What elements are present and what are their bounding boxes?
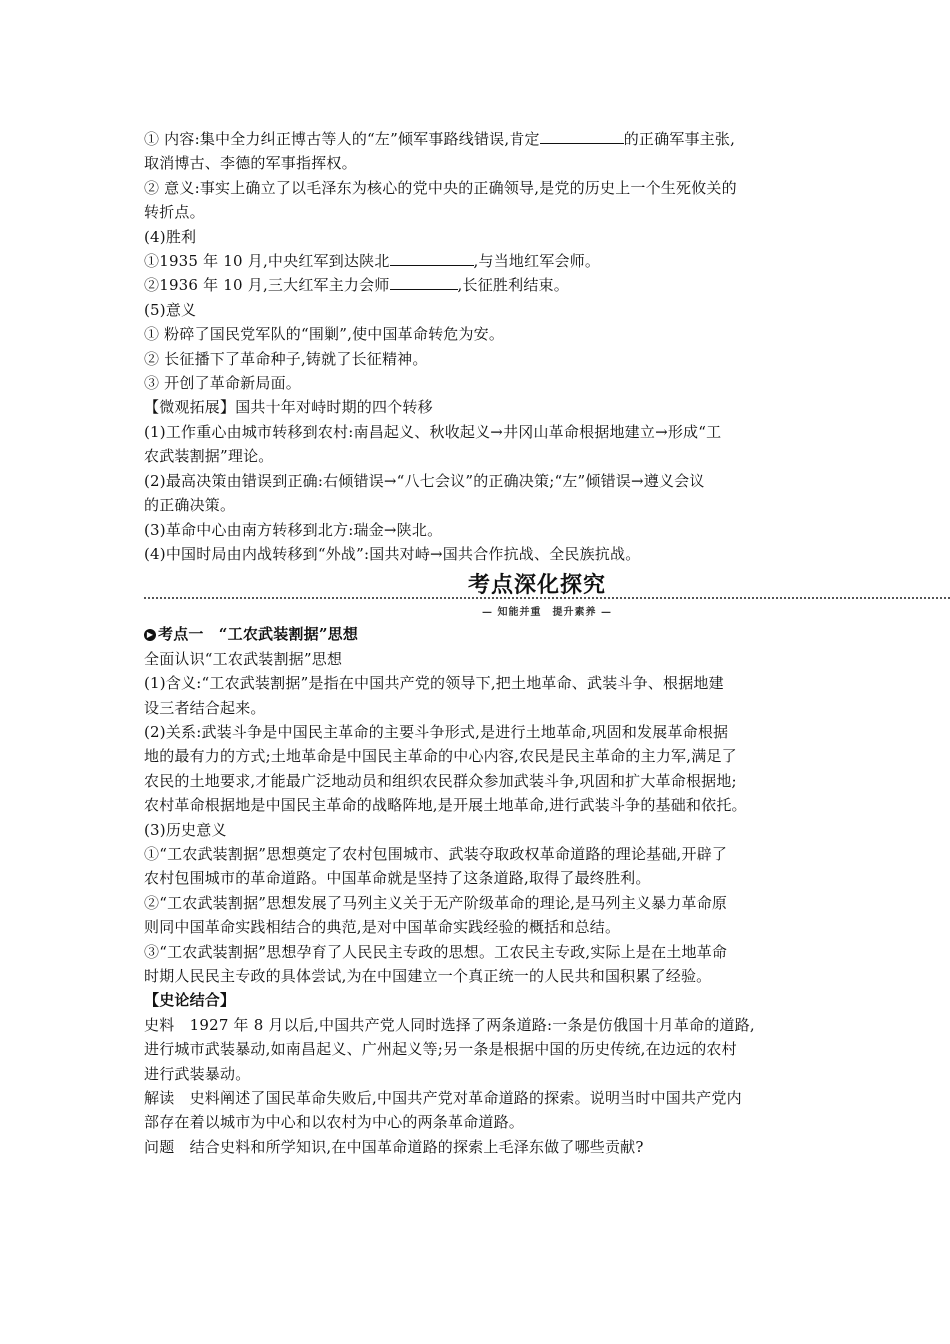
text-line: ② 长征播下了革命种子,铸就了长征精神。 [144, 349, 428, 368]
text-line: 的正确决策。 [144, 496, 236, 515]
topic-heading: ▶ 考点一 “工农武装割据”思想 [144, 622, 814, 646]
text-line: (2)关系:武装斗争是中国民主革命的主要斗争形式,是进行土地革命,巩固和发展革命根据 [144, 722, 729, 741]
text-line: 取消博古、李德的军事指挥权。 [144, 154, 357, 173]
document-body [144, 127, 814, 1159]
text-line: 设三者结合起来。 [144, 698, 266, 717]
text-line: ③ 开创了革命新局面。 [144, 374, 301, 393]
dotted-divider [144, 597, 950, 599]
text-line: 农民的土地要求,才能最广泛地动员和组织农民群众参加武装斗争,巩固和扩大革命根据地; [144, 771, 737, 790]
text-line: 农村革命根据地是中国民主革命的战略阵地,是开展土地革命,进行武装斗争的基础和依托。 [144, 796, 747, 815]
text-line: ②“工农武装割据”思想发展了马列主义关于无产阶级革命的理论,是马列主义暴力革命原 [144, 893, 728, 912]
text-line: ②1936 年 10 月,三大红军主力会师 ,长征胜利结束。 [144, 276, 569, 295]
text-line: (3)革命中心由南方转移到北方:瑞金→陕北。 [144, 520, 443, 539]
text-line: 转折点。 [144, 203, 205, 222]
text-line: 部存在着以城市为中心和以农村为中心的两条革命道路。 [144, 1113, 525, 1132]
text-line: (1)工作重心由城市转移到农村:南昌起义、秋收起义→井冈山革命根据地建立→形成“工 [144, 422, 722, 441]
text-line: (3)历史意义 [144, 820, 227, 839]
text-line: 进行武装暴动。 [144, 1064, 251, 1083]
fill-blank[interactable] [390, 250, 474, 266]
text-line: ①1935 年 10 月,中央红军到达陕北 ,与当地红军会师。 [144, 252, 601, 271]
text-line: 全面认识“工农武装割据”思想 [144, 649, 343, 668]
text-line: 地的最有力的方式;土地革命是中国民主革命的中心内容,农民是民主革命的主力军,满足了 [144, 747, 737, 766]
text-line: (4)胜利 [144, 227, 197, 246]
text-line: (5)意义 [144, 300, 197, 319]
text-line: 农武装割据”理论。 [144, 447, 274, 466]
text-line: ① 内容:集中全力纠正博古等人的“左”倾军事路线错误,肯定 的正确军事主张, [144, 130, 736, 148]
text-line: 史料 1927 年 8 月以后,中国共产党人同时选择了两条道路:一条是仿俄国十月革命的道路, [144, 1015, 755, 1034]
fill-blank[interactable] [540, 128, 624, 144]
text-line: ③“工农武装割据”思想孕育了人民民主专政的思想。工农民主专政,实际上是在土地革命 [144, 942, 728, 961]
section-banner [144, 566, 814, 622]
section-heading: 【微观拓展】国共十年对峙时期的四个转移 [144, 398, 433, 417]
text-line: ① 粉碎了国民党军队的“围剿”,使中国革命转危为安。 [144, 325, 505, 344]
question-line: 问题 结合史料和所学知识,在中国革命道路的探索上毛泽东做了哪些贡献? [144, 1137, 644, 1156]
text-line: ② 意义:事实上确立了以毛泽东为核心的党中央的正确领导,是党的历史上一个生死攸关的 [144, 178, 737, 197]
banner-title: 考点深化探究 [468, 573, 607, 599]
text-line: (1)含义:“工农武装割据”是指在中国共产党的领导下,把土地革命、武装斗争、根据地建 [144, 674, 724, 693]
text-line: 时期人民民主专政的具体尝试,为在中国建立一个真正统一的人民共和国积累了经验。 [144, 967, 712, 985]
banner-subtitle: — 知能并重 提升素养 — [482, 607, 612, 619]
text-line: (4)中国时局由内战转移到“外战”:国共对峙→国共合作抗战、全民族抗战。 [144, 544, 641, 563]
text-line: (2)最高决策由错误到正确:右倾错误→“八七会议”的正确决策;“左”倾错误→遵义会议 [144, 471, 705, 490]
text-line: 则同中国革命实践相结合的典范,是对中国革命实践经验的概括和总结。 [144, 918, 621, 937]
text-line: 进行城市武装暴动,如南昌起义、广州起义等;另一条是根据中国的历史传统,在边远的农村 [144, 1040, 737, 1059]
text-line: ①“工农武装割据”思想奠定了农村包围城市、武装夺取政权革命道路的理论基础,开辟了 [144, 844, 728, 863]
fill-blank[interactable] [390, 274, 458, 290]
text-line: 解读 史料阐述了国民革命失败后,中国共产党对革命道路的探索。说明当时中国共产党内 [144, 1089, 742, 1108]
section-heading: 【史论结合】 [144, 991, 236, 1010]
play-arrow-icon: ▶ [144, 629, 156, 641]
text-line: 农村包围城市的革命道路。中国革命就是坚持了这条道路,取得了最终胜利。 [144, 869, 651, 888]
